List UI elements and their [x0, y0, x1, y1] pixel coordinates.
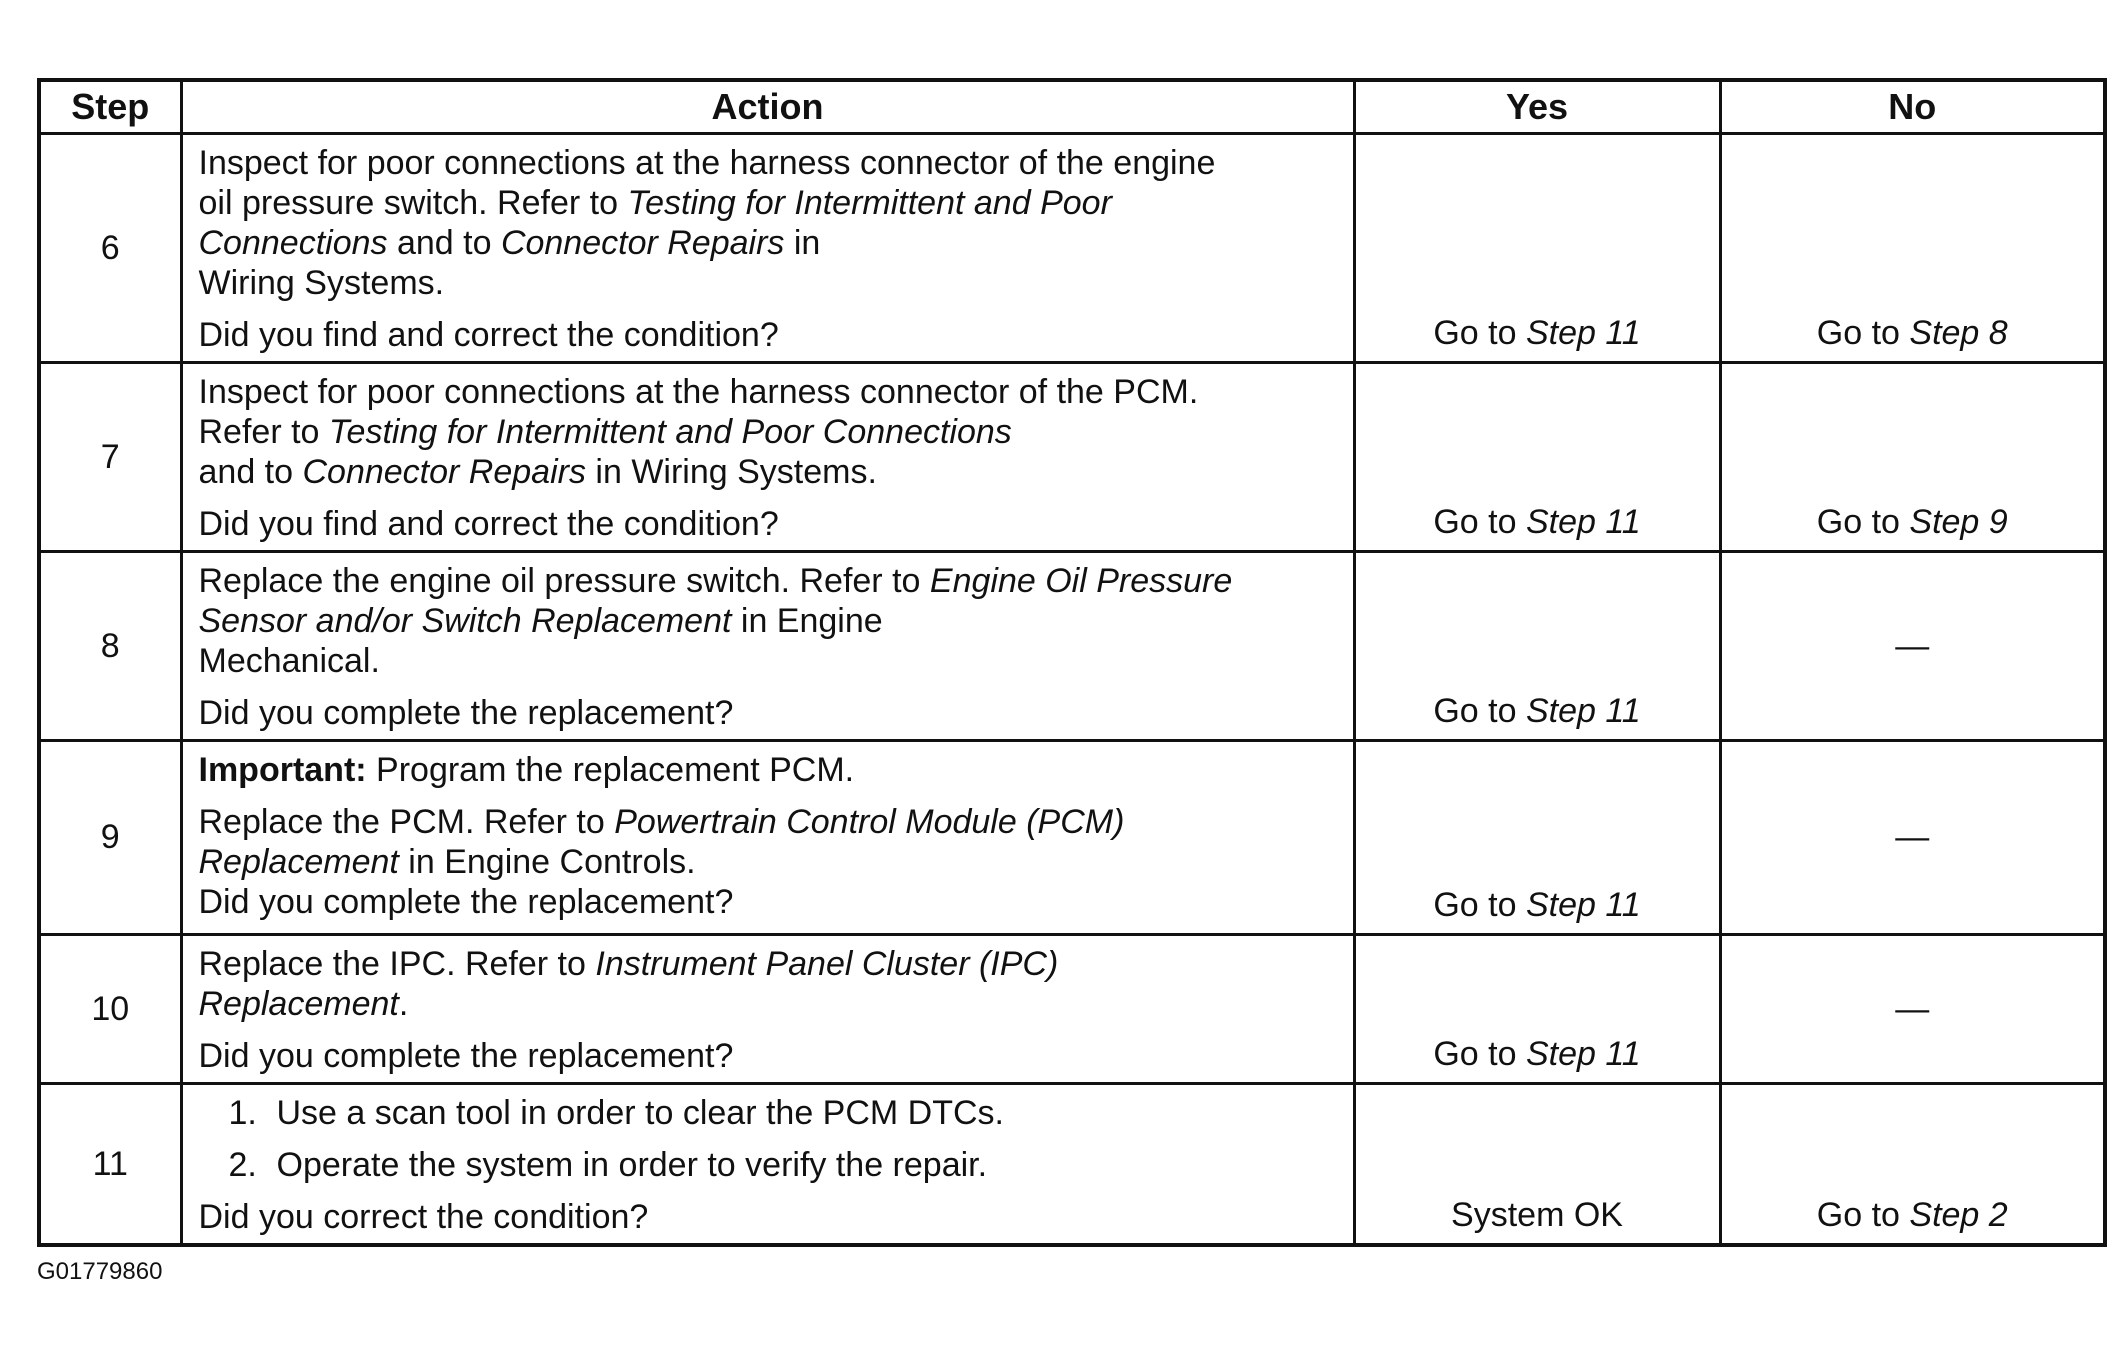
action-text-span: . — [398, 985, 409, 1023]
goto-step-link: Step 9 — [1909, 503, 2008, 541]
reference-link: Replacement — [198, 985, 399, 1023]
action-text — [199, 601, 1337, 641]
yes-cell — [1354, 552, 1720, 741]
yes-cell: System OK — [1354, 1084, 1720, 1246]
no-cell-dash: — — [1720, 552, 2105, 741]
yes-cell — [1354, 363, 1720, 552]
action-text-span: Replace the engine oil pressure switch. Refer to — [198, 562, 930, 600]
goto-step-link: Step 8 — [1909, 314, 2008, 352]
action-text — [199, 561, 1337, 601]
reference-link: Powertrain Control Module (PCM) — [614, 803, 1125, 841]
reference-link: Connector Repairs — [500, 224, 785, 262]
goto-prefix: Go to — [1433, 1035, 1526, 1073]
action-text — [199, 183, 1337, 223]
header-step: Step — [39, 80, 181, 134]
list-item-text: Use a scan tool in order to clear the PCM DTCs. — [276, 1094, 1004, 1132]
action-text-span: oil pressure switch. Refer to — [198, 184, 628, 222]
reference-link: Testing for Intermittent and Poor Connections — [328, 413, 1012, 451]
goto-step-link: Step 11 — [1525, 886, 1641, 924]
table-row — [39, 741, 2105, 935]
action-text — [199, 223, 1337, 263]
header-row — [39, 80, 2105, 134]
table-row — [39, 1084, 2105, 1246]
action-text-span: and to — [387, 224, 501, 262]
goto-prefix: Go to — [1816, 1196, 1910, 1234]
action-question: Did you complete the replacement? — [198, 1037, 734, 1075]
action-text-span: Refer to — [198, 413, 329, 451]
action-text: Mechanical. — [198, 642, 380, 680]
action-text — [199, 802, 1337, 842]
action-text-span: Replace the IPC. Refer to — [198, 945, 596, 983]
reference-link: Connections — [198, 224, 388, 262]
action-text-span: Program the replacement PCM. — [366, 751, 855, 789]
action-cell — [181, 935, 1354, 1084]
goto-prefix: Go to — [1433, 886, 1526, 924]
no-cell-dash: — — [1720, 935, 2105, 1084]
list-item-number: 2. — [228, 1146, 257, 1184]
header-action: Action — [181, 80, 1354, 134]
goto-prefix: Go to — [1433, 692, 1526, 730]
goto-prefix: Go to — [1816, 503, 1910, 541]
reference-link: Sensor and/or Switch Replacement — [198, 602, 732, 640]
figure-id: G01779860 — [37, 1258, 163, 1285]
goto-step-link: Step 11 — [1525, 503, 1641, 541]
reference-link: Connector Repairs — [302, 453, 586, 491]
action-text-span: in Engine Controls. — [398, 843, 696, 881]
no-cell-dash: — — [1720, 741, 2105, 935]
header-yes: Yes — [1354, 80, 1720, 134]
goto-step-link: Step 11 — [1525, 1035, 1641, 1073]
list-item-text: Operate the system in order to verify the repair. — [276, 1146, 988, 1184]
action-text — [199, 452, 1337, 492]
list-item-number: 1. — [228, 1094, 257, 1132]
action-cell — [181, 552, 1354, 741]
action-text-span: and to — [198, 453, 303, 491]
action-question: Did you find and correct the condition? — [198, 505, 779, 543]
step-number: 11 — [39, 1084, 181, 1246]
action-question: Did you complete the replacement? — [198, 883, 734, 921]
goto-step-link: Step 2 — [1909, 1196, 2008, 1234]
action-text — [199, 412, 1337, 452]
goto-prefix: Go to — [1816, 314, 1910, 352]
table-row — [39, 935, 2105, 1084]
list-item — [199, 1093, 1337, 1133]
table-row — [39, 552, 2105, 741]
no-cell — [1720, 1084, 2105, 1246]
goto-prefix: Go to — [1433, 503, 1526, 541]
action-text — [199, 984, 1337, 1024]
reference-link: Engine Oil Pressure — [929, 562, 1233, 600]
action-text-span: in Engine — [731, 602, 883, 640]
action-text: Inspect for poor connections at the harness connector of the engine — [198, 144, 1216, 182]
table-row — [39, 363, 2105, 552]
action-text — [199, 944, 1337, 984]
reference-link: Replacement — [198, 843, 399, 881]
header-no: No — [1720, 80, 2105, 134]
yes-cell — [1354, 935, 1720, 1084]
table-row — [39, 134, 2105, 363]
action-text-span: Replace the PCM. Refer to — [198, 803, 615, 841]
yes-cell — [1354, 134, 1720, 363]
step-number: 10 — [39, 935, 181, 1084]
action-text: Inspect for poor connections at the harness connector of the PCM. — [198, 373, 1199, 411]
goto-step-link: Step 11 — [1525, 314, 1641, 352]
important-note — [199, 750, 1337, 790]
reference-link: Instrument Panel Cluster (IPC) — [595, 945, 1059, 983]
action-text: Wiring Systems. — [198, 264, 445, 302]
step-number: 9 — [39, 741, 181, 935]
no-cell — [1720, 363, 2105, 552]
step-number: 6 — [39, 134, 181, 363]
action-text — [199, 842, 1337, 882]
goto-step-link: Step 11 — [1525, 692, 1641, 730]
action-question: Did you complete the replacement? — [198, 694, 734, 732]
action-cell — [181, 134, 1354, 363]
no-cell — [1720, 134, 2105, 363]
step-number: 7 — [39, 363, 181, 552]
action-cell — [181, 741, 1354, 935]
list-item — [199, 1145, 1337, 1185]
action-text-span: in Wiring Systems. — [585, 453, 877, 491]
diagnostic-table — [37, 78, 2107, 1247]
reference-link: Testing for Intermittent and Poor — [627, 184, 1112, 222]
yes-cell — [1354, 741, 1720, 935]
action-question: Did you correct the condition? — [198, 1198, 649, 1236]
action-cell — [181, 1084, 1354, 1246]
action-text-span: in — [784, 224, 821, 262]
important-label: Important: — [198, 751, 367, 789]
action-question: Did you find and correct the condition? — [198, 316, 779, 354]
step-number: 8 — [39, 552, 181, 741]
action-cell — [181, 363, 1354, 552]
goto-prefix: Go to — [1433, 314, 1526, 352]
